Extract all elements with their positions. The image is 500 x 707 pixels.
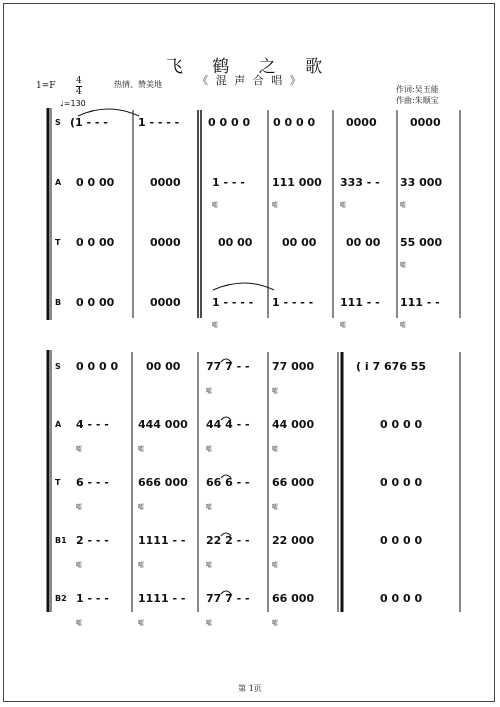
lyric-syllable: 嚯 xyxy=(206,388,212,395)
measure: 444 000 xyxy=(138,418,188,431)
lyric-syllable: 嚯 xyxy=(138,562,144,569)
lyric-syllable: 嚯 xyxy=(272,620,278,627)
measure: 22 000 xyxy=(272,534,315,547)
measure: 4 - - - xyxy=(76,418,109,431)
lyric-syllable: 嚯 xyxy=(206,620,212,627)
measure: 1 - - - xyxy=(212,176,245,189)
measure: 0000 xyxy=(150,296,181,309)
measure: 1111 - - xyxy=(138,534,186,547)
measure: 0000 xyxy=(150,236,181,249)
measure: 0 0 0 0 xyxy=(273,116,316,129)
expression-marking: 热情、赞美地 xyxy=(114,80,162,89)
time-signature: 4 4 xyxy=(76,76,82,97)
measure: 1 - - - - xyxy=(272,296,314,309)
measure: 0000 xyxy=(150,176,181,189)
lyric-syllable: 嚯 xyxy=(272,202,278,209)
measure: 1 - - - - xyxy=(138,116,180,129)
measure: 0 0 0 0 xyxy=(208,116,251,129)
measure: 66 000 xyxy=(272,476,315,489)
measure: 666 000 xyxy=(138,476,188,489)
measure: 0 0 00 xyxy=(76,236,115,249)
lyric-syllable: 嚯 xyxy=(272,388,278,395)
measure: 77 7 - - xyxy=(206,360,250,373)
lyric-syllable: 嚯 xyxy=(400,262,406,269)
lyric-syllable: 嚯 xyxy=(340,322,346,329)
measure: 66 6 - - xyxy=(206,476,250,489)
measure: 00 00 xyxy=(346,236,381,249)
measure: 111 000 xyxy=(272,176,322,189)
part-label-bass2: B2 xyxy=(55,594,67,603)
measure: 0000 xyxy=(346,116,377,129)
lyric-syllable: 嚯 xyxy=(400,322,406,329)
measure: 1111 - - xyxy=(138,592,186,605)
part-label-tenor: T xyxy=(55,478,61,487)
measure: 77 7 - - xyxy=(206,592,250,605)
measure: 1 - - - - xyxy=(212,296,254,309)
lyric-syllable: 嚯 xyxy=(76,562,82,569)
measure: 1 - - - xyxy=(76,592,109,605)
lyric-syllable: 嚯 xyxy=(212,322,218,329)
lyric-syllable: 嚯 xyxy=(340,202,346,209)
composer-credit: 作曲:朱顺宝 xyxy=(396,96,439,105)
part-label-soprano: S xyxy=(55,118,61,127)
measure: 333 - - xyxy=(340,176,380,189)
measure: 66 000 xyxy=(272,592,315,605)
measure: 111 - - xyxy=(400,296,440,309)
lyric-syllable: 嚯 xyxy=(138,504,144,511)
lyric-syllable: 嚯 xyxy=(76,504,82,511)
measure: 6 - - - xyxy=(76,476,109,489)
page-title: 飞 鹤 之 歌 xyxy=(165,57,335,77)
page-number: 第 1页 xyxy=(238,684,262,693)
measure: 0000 xyxy=(410,116,441,129)
lyric-syllable: 嚯 xyxy=(138,446,144,453)
part-label-bass: B xyxy=(55,298,62,307)
measure: 111 - - xyxy=(340,296,380,309)
measure: 00 00 xyxy=(282,236,317,249)
measure: 0 0 0 0 xyxy=(380,592,423,605)
measure: (1 - - - xyxy=(70,116,108,129)
part-label-tenor: T xyxy=(55,238,61,247)
lyric-syllable: 嚯 xyxy=(206,562,212,569)
measure: 00 00 xyxy=(218,236,253,249)
measure: 55 000 xyxy=(400,236,443,249)
part-label-alto: A xyxy=(55,420,62,429)
lyric-syllable: 嚯 xyxy=(76,446,82,453)
measure: 0 0 0 0 xyxy=(380,476,423,489)
measure: 33 000 xyxy=(400,176,443,189)
part-label-bass1: B1 xyxy=(55,536,67,545)
part-label-soprano: S xyxy=(55,362,61,371)
lyric-syllable: 嚯 xyxy=(400,202,406,209)
measure: 44 000 xyxy=(272,418,315,431)
measure: ( i 7 676 55 xyxy=(356,360,427,373)
measure: 0 0 00 xyxy=(76,176,115,189)
lyric-syllable: 嚯 xyxy=(272,504,278,511)
lyric-syllable: 嚯 xyxy=(272,446,278,453)
measure: 2 - - - xyxy=(76,534,109,547)
key-signature: 1=F xyxy=(36,81,56,91)
measure: 22 2 - - xyxy=(206,534,250,547)
lyric-syllable: 嚯 xyxy=(138,620,144,627)
tempo-marking: ♩=130 xyxy=(60,99,86,108)
lyricist-credit: 作词:吴玉能 xyxy=(396,85,439,94)
measure: 0 0 00 xyxy=(76,296,115,309)
lyric-syllable: 嚯 xyxy=(212,202,218,209)
page-subtitle: 《 混 声 合 唱 》 xyxy=(197,74,303,87)
lyric-syllable: 嚯 xyxy=(206,504,212,511)
measure: 00 00 xyxy=(146,360,181,373)
measure: 44 4 - - xyxy=(206,418,250,431)
measure: 0 0 0 0 xyxy=(380,534,423,547)
lyric-syllable: 嚯 xyxy=(272,562,278,569)
measure: 77 000 xyxy=(272,360,315,373)
part-label-alto: A xyxy=(55,178,62,187)
lyric-syllable: 嚯 xyxy=(206,446,212,453)
lyric-syllable: 嚯 xyxy=(76,620,82,627)
measure: 0 0 0 0 xyxy=(76,360,119,373)
measure: 0 0 0 0 xyxy=(380,418,423,431)
